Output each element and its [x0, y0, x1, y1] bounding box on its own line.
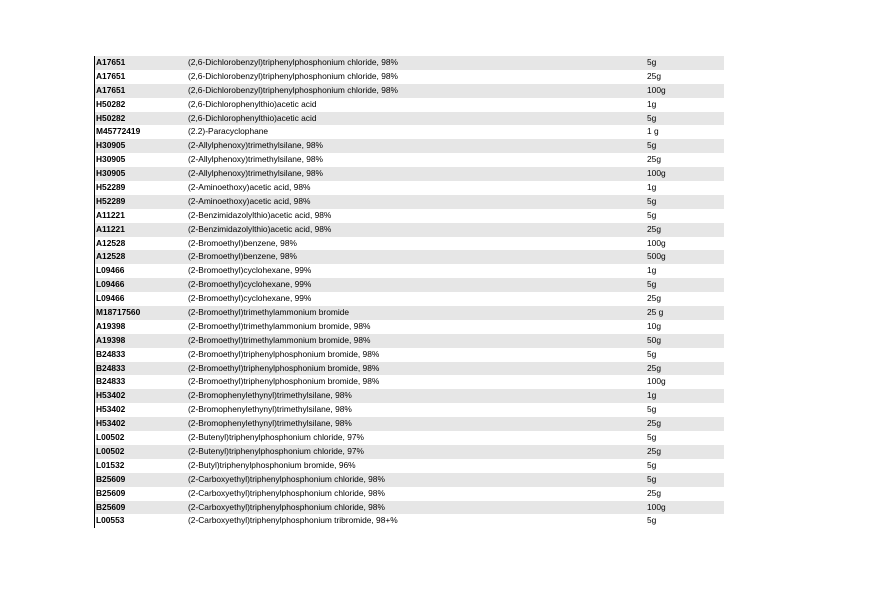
- product-name-cell: (2-Aminoethoxy)acetic acid, 98%: [188, 195, 311, 206]
- quantity-cell: 25g: [647, 154, 661, 165]
- product-name-cell: (2,6-Dichlorobenzyl)triphenylphosphonium chloride, 98%: [188, 84, 398, 95]
- table-row: [94, 112, 724, 126]
- table-row: [94, 459, 724, 473]
- product-name-cell: (2-Butyl)triphenylphosphonium bromide, 96%: [188, 459, 356, 470]
- table-row: [94, 417, 724, 431]
- table-row: [94, 473, 724, 487]
- product-code-cell: A12528: [96, 237, 126, 248]
- product-name-cell: (2-Bromoethyl)trimethylammonium bromide, 98%: [188, 334, 371, 345]
- product-code-cell: B25609: [96, 487, 126, 498]
- table-row: [94, 167, 724, 181]
- table-row: [94, 98, 724, 112]
- product-name-cell: (2-Bromophenylethynyl)trimethylsilane, 98%: [188, 418, 352, 429]
- table-row: [94, 487, 724, 501]
- product-code-cell: B25609: [96, 473, 126, 484]
- table-row: [94, 292, 724, 306]
- quantity-cell: 100g: [647, 168, 666, 179]
- product-name-cell: (2-Butenyl)triphenylphosphonium chloride, 97%: [188, 432, 364, 443]
- quantity-cell: 1g: [647, 390, 657, 401]
- quantity-cell: 5g: [647, 473, 657, 484]
- quantity-cell: 5g: [647, 57, 657, 67]
- quantity-cell: 100g: [647, 501, 666, 512]
- product-code-cell: H52289: [96, 182, 126, 193]
- table-row: [94, 84, 724, 98]
- product-name-cell: (2-Bromoethyl)trimethylammonium bromide: [188, 307, 350, 318]
- product-name-cell: (2-Bromoethyl)cyclohexane, 99%: [188, 265, 312, 276]
- table-row: [94, 278, 724, 292]
- product-code-cell: A11221: [96, 223, 125, 234]
- quantity-cell: 25 g: [647, 307, 664, 318]
- product-name-cell: (2,6-Dichlorophenylthio)acetic acid: [188, 98, 317, 109]
- product-name-cell: (2-Benzimidazolylthio)acetic acid, 98%: [188, 209, 332, 220]
- product-code-cell: A12528: [96, 251, 126, 262]
- product-code-cell: L09466: [96, 265, 125, 276]
- product-name-cell: (2-Bromoethyl)trimethylammonium bromide, 98%: [188, 320, 371, 331]
- quantity-cell: 1g: [647, 182, 657, 193]
- table-row: [94, 209, 724, 223]
- quantity-cell: 50g: [647, 334, 661, 345]
- product-name-cell: (2-Butenyl)triphenylphosphonium chloride, 97%: [188, 445, 364, 456]
- table-row: [94, 264, 724, 278]
- product-code-cell: H50282: [96, 112, 126, 123]
- product-code-cell: B25609: [96, 501, 126, 512]
- product-code-cell: A19398: [96, 320, 126, 331]
- quantity-cell: 5g: [647, 140, 657, 151]
- product-code-cell: H52289: [96, 195, 126, 206]
- product-name-cell: (2.2)-Paracyclophane: [188, 126, 269, 137]
- table-row: [94, 139, 724, 153]
- product-code-cell: M45772419: [96, 126, 141, 137]
- product-name-cell: (2-Bromophenylethynyl)trimethylsilane, 98%: [188, 404, 352, 415]
- quantity-cell: 25g: [647, 445, 661, 456]
- product-code-cell: H30905: [96, 140, 126, 151]
- table-row: [94, 320, 724, 334]
- product-name-cell: (2-Aminoethoxy)acetic acid, 98%: [188, 182, 311, 193]
- table-row: [94, 237, 724, 251]
- table-row: [94, 56, 724, 70]
- quantity-cell: 500g: [647, 251, 666, 262]
- table-row: [94, 348, 724, 362]
- quantity-cell: 1 g: [647, 126, 659, 137]
- table-row: [94, 70, 724, 84]
- product-code-cell: L00502: [96, 432, 125, 443]
- table-row: [94, 181, 724, 195]
- quantity-cell: 10g: [647, 320, 661, 331]
- product-code-cell: L01532: [96, 459, 125, 470]
- quantity-cell: 100g: [647, 376, 666, 387]
- product-code-cell: H53402: [96, 418, 126, 429]
- product-name-cell: (2-Bromoethyl)triphenylphosphonium bromide, 98%: [188, 362, 380, 373]
- product-name-cell: (2,6-Dichlorobenzyl)triphenylphosphonium chloride, 98%: [188, 70, 398, 81]
- quantity-cell: 5g: [647, 432, 657, 443]
- table-row: [94, 125, 724, 139]
- table-row: [94, 223, 724, 237]
- product-code-cell: A17651: [96, 57, 126, 67]
- product-code-cell: H53402: [96, 404, 126, 415]
- table-row: [94, 362, 724, 376]
- table-row: [94, 306, 724, 320]
- product-code-cell: L00553: [96, 515, 125, 526]
- table-row: [94, 250, 724, 264]
- product-name-cell: (2-Carboxyethyl)triphenylphosphonium chloride, 98%: [188, 487, 385, 498]
- table-row: [94, 334, 724, 348]
- product-code-cell: B24833: [96, 376, 126, 387]
- product-code-cell: A19398: [96, 334, 126, 345]
- table-row: [94, 445, 724, 459]
- quantity-cell: 5g: [647, 112, 657, 123]
- quantity-cell: 5g: [647, 209, 657, 220]
- product-name-cell: (2-Benzimidazolylthio)acetic acid, 98%: [188, 223, 332, 234]
- quantity-cell: 5g: [647, 404, 657, 415]
- table-row: [94, 195, 724, 209]
- product-code-cell: B24833: [96, 348, 126, 359]
- product-name-cell: (2-Allylphenoxy)trimethylsilane, 98%: [188, 140, 323, 151]
- product-name-cell: (2,6-Dichlorophenylthio)acetic acid: [188, 112, 317, 123]
- quantity-cell: 25g: [647, 293, 661, 304]
- product-code-cell: L00502: [96, 445, 125, 456]
- product-code-cell: H50282: [96, 98, 126, 109]
- product-name-cell: (2-Bromophenylethynyl)trimethylsilane, 98%: [188, 390, 352, 401]
- product-code-cell: H53402: [96, 390, 126, 401]
- quantity-cell: 5g: [647, 459, 657, 470]
- table-row: [94, 501, 724, 515]
- quantity-cell: 25g: [647, 70, 661, 81]
- product-name-cell: (2-Bromoethyl)cyclohexane, 99%: [188, 279, 312, 290]
- quantity-cell: 25g: [647, 418, 661, 429]
- quantity-cell: 5g: [647, 195, 657, 206]
- product-name-cell: (2-Bromoethyl)triphenylphosphonium bromide, 98%: [188, 348, 380, 359]
- product-code-cell: L09466: [96, 293, 125, 304]
- product-name-cell: (2-Carboxyethyl)triphenylphosphonium tribromide, 98+%: [188, 515, 398, 526]
- quantity-cell: 1g: [647, 98, 657, 109]
- product-code-cell: L09466: [96, 279, 125, 290]
- product-code-cell: A11221: [96, 209, 125, 220]
- quantity-cell: 5g: [647, 279, 657, 290]
- quantity-cell: 25g: [647, 487, 661, 498]
- product-name-cell: (2-Bromoethyl)benzene, 98%: [188, 251, 297, 262]
- product-name-cell: (2-Allylphenoxy)trimethylsilane, 98%: [188, 168, 323, 179]
- product-code-cell: H30905: [96, 168, 126, 179]
- quantity-cell: 5g: [647, 515, 657, 526]
- quantity-cell: 100g: [647, 237, 666, 248]
- product-name-cell: (2-Bromoethyl)triphenylphosphonium bromide, 98%: [188, 376, 380, 387]
- quantity-cell: 5g: [647, 348, 657, 359]
- quantity-cell: 25g: [647, 223, 661, 234]
- product-name-cell: (2-Carboxyethyl)triphenylphosphonium chloride, 98%: [188, 501, 385, 512]
- product-table: [94, 56, 724, 528]
- quantity-cell: 25g: [647, 362, 661, 373]
- product-name-cell: (2-Allylphenoxy)trimethylsilane, 98%: [188, 154, 323, 165]
- table-row: [94, 153, 724, 167]
- product-name-cell: (2-Bromoethyl)cyclohexane, 99%: [188, 293, 312, 304]
- product-name-cell: (2-Carboxyethyl)triphenylphosphonium chloride, 98%: [188, 473, 385, 484]
- product-name-cell: (2,6-Dichlorobenzyl)triphenylphosphonium chloride, 98%: [188, 57, 398, 67]
- table-row: [94, 431, 724, 445]
- product-code-cell: B24833: [96, 362, 126, 373]
- product-name-cell: (2-Bromoethyl)benzene, 98%: [188, 237, 297, 248]
- product-code-cell: M18717560: [96, 307, 141, 318]
- quantity-cell: 100g: [647, 84, 666, 95]
- product-code-cell: A17651: [96, 70, 126, 81]
- product-code-cell: A17651: [96, 84, 126, 95]
- quantity-cell: 1g: [647, 265, 657, 276]
- table-row: [94, 375, 724, 389]
- product-code-cell: H30905: [96, 154, 126, 165]
- table-row: [94, 514, 724, 528]
- table-row: [94, 403, 724, 417]
- table-row: [94, 389, 724, 403]
